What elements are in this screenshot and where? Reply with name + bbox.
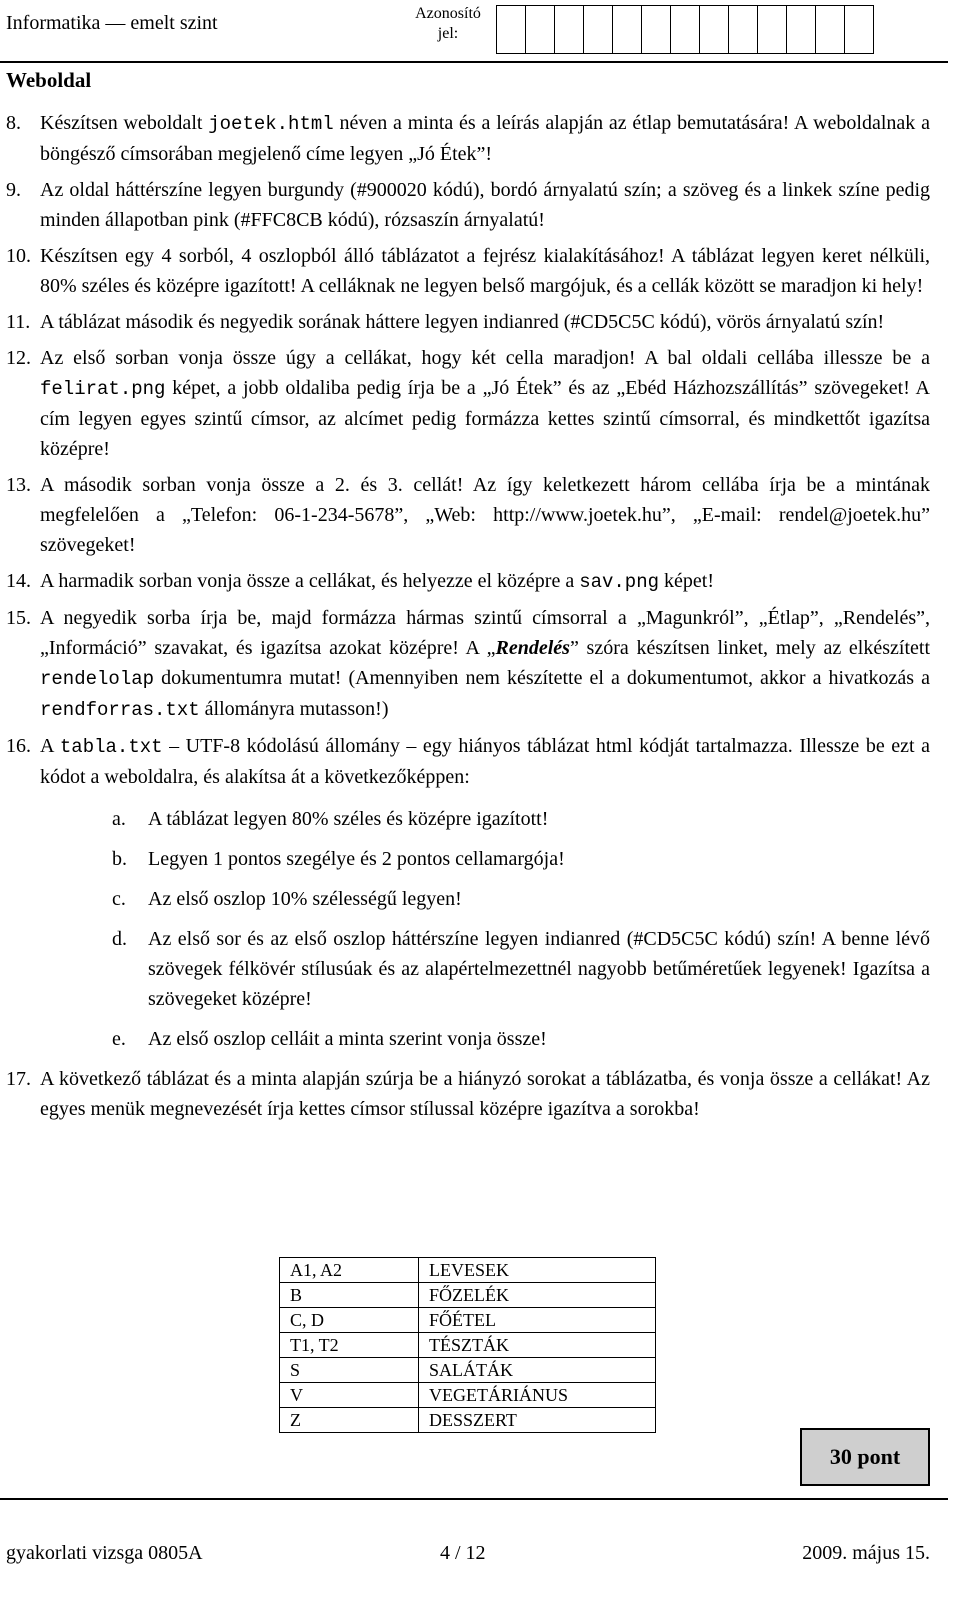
task-text-part: Készítsen egy 4 sorból, 4 oszlopból álló táblázatot a fejrész kialakításához! A táblázat legyen keret nélküli, 80% széles és középre igazított! A celláknak ne legyen belső margójuk, és a cellák között se maradjon ki hely! xyxy=(40,245,930,297)
id-box xyxy=(757,5,787,54)
task-text xyxy=(40,175,930,235)
points-box: 30 pont xyxy=(800,1428,930,1486)
subject-title: Informatika — emelt szint xyxy=(6,12,218,34)
menu-name-cell: LEVESEK xyxy=(419,1258,656,1283)
task-text-part: tabla.txt xyxy=(59,736,163,758)
sub-item-letter: b. xyxy=(112,848,127,870)
id-box xyxy=(554,5,584,54)
footer-rule xyxy=(0,1498,948,1500)
task-text-part: rendelolap xyxy=(40,668,155,690)
menu-code-cell: S xyxy=(280,1358,419,1383)
task-text-part: sav.png xyxy=(579,571,660,593)
sub-item xyxy=(112,1024,930,1054)
table-row xyxy=(280,1383,656,1408)
footer-page-number: 4 / 12 xyxy=(440,1542,486,1564)
task-text-part: A következő táblázat és a minta alapján szúrja be a hiányzó sorokat a táblázatba, és vonja össze a cellákat! Az egyes menük megnevezését írja kettes címsor stílussal középre igazítva a sorokba! xyxy=(40,1068,930,1120)
id-box xyxy=(525,5,555,54)
task-text xyxy=(40,566,930,597)
section-title: Weboldal xyxy=(6,68,92,92)
header-rule xyxy=(0,61,948,63)
footer-exam: gyakorlati vizsga 0805A xyxy=(6,1542,203,1564)
task-text-part: néven a minta és a leírás alapján az étlap bemutatására! A weboldalnak a böngésző címsorában megjelenő címe legyen „Jó Étek”! xyxy=(40,112,930,165)
sub-item-text: A táblázat legyen 80% széles és középre igazított! xyxy=(148,808,549,830)
sub-item xyxy=(112,804,930,834)
task-text-part: dokumentumra mutat! (Amennyiben nem készítette el a dokumentumot, akkor a hivatkozás a xyxy=(154,667,930,689)
task-text xyxy=(40,603,930,725)
sub-item xyxy=(112,844,930,874)
id-box xyxy=(496,5,526,54)
task-text xyxy=(40,108,930,169)
table-row xyxy=(280,1283,656,1308)
task-number: 17. xyxy=(6,1068,31,1090)
sub-item xyxy=(112,884,930,914)
sub-item-text: Az első sor és az első oszlop háttérszíne legyen indianred (#CD5C5C kódú) szín! A benne lévő szövegek félkövér stílusúak és az alapértelmezettnél nagyobb betűméretűek legyenek! Igazítsa a szövegeket középre! xyxy=(148,928,930,1010)
sub-item-letter: d. xyxy=(112,928,127,950)
menu-code-cell: B xyxy=(280,1283,419,1308)
menu-name-cell: DESSZERT xyxy=(419,1408,656,1433)
table-row xyxy=(280,1333,656,1358)
menu-code-cell: Z xyxy=(280,1408,419,1433)
task-item xyxy=(6,108,930,169)
sub-item-letter: a. xyxy=(112,808,126,830)
page-header xyxy=(0,0,960,64)
task-text-part: ” szóra készítsen linket, mely az elkészített xyxy=(569,637,931,659)
task-text xyxy=(40,731,930,792)
id-label-line2: jel: xyxy=(437,25,459,42)
sub-item-text: Legyen 1 pontos szegélye és 2 pontos cellamargója! xyxy=(148,848,565,870)
task-item xyxy=(6,307,930,337)
menu-code-cell: C, D xyxy=(280,1308,419,1333)
menu-code-cell: T1, T2 xyxy=(280,1333,419,1358)
task-text-part: Készítsen weboldalt xyxy=(40,112,209,134)
task-text-part: A második sorban vonja össze a 2. és 3. cellát! Az így keletkezett három cellába írja be a mintának megfelelően a „Telefon: 06-1-234-5678”, „Web: http://www.joetek.hu”, „E-mail: rendel@joetek.hu” szövegeket! xyxy=(40,474,930,556)
task-text-part: Az első sorban vonja össze úgy a cellákat, hogy két cella maradjon! A bal oldali cellába illessze be a xyxy=(40,347,930,369)
sub-item-text: Az első oszlop 10% szélességű legyen! xyxy=(148,888,462,910)
task-text-part: A táblázat második és negyedik sorának háttere legyen indianred (#CD5C5C kódú), vörös árnyalatú szín! xyxy=(40,311,885,333)
task-number: 13. xyxy=(6,474,31,496)
id-box xyxy=(815,5,845,54)
task-text xyxy=(40,1064,930,1124)
task-text-part: Rendelés xyxy=(495,637,570,659)
task-item xyxy=(6,566,930,597)
task-text-part: Az oldal háttérszíne legyen burgundy (#900020 kódú), bordó árnyalatú szín; a szöveg és a linkek színe pedig minden állapotban pink (#FFC8CB kódú), rózsaszín árnyalatú! xyxy=(40,179,930,231)
task-number: 15. xyxy=(6,607,31,629)
task-text-part: joetek.html xyxy=(208,113,334,135)
task-content xyxy=(6,108,930,1130)
task-number: 14. xyxy=(6,570,31,592)
menu-code-cell: V xyxy=(280,1383,419,1408)
task-text-part: képet! xyxy=(659,570,715,592)
id-box xyxy=(583,5,613,54)
task-text-part: felirat.png xyxy=(40,378,166,400)
task-text xyxy=(40,470,930,560)
menu-name-cell: FŐZELÉK xyxy=(419,1283,656,1308)
menu-name-cell: SALÁTÁK xyxy=(419,1358,656,1383)
task-text-part: – UTF-8 kódolású állomány – egy hiányos táblázat html kódját tartalmazza. Illessze be ezt a kódot a weboldalra, és alakítsa át a következőképpen: xyxy=(40,735,931,788)
task-text-part: A negyedik sorba írja be, majd formázza hármas szintű címsorral a „Magunkról”, „Étlap”, „Rendelés”, „Információ” szavakat, és igazítsa azokat középre! A „ xyxy=(40,607,930,659)
sub-item-letter: c. xyxy=(112,888,126,910)
id-label xyxy=(406,4,490,44)
menu-name-cell: VEGETÁRIÁNUS xyxy=(419,1383,656,1408)
task-text xyxy=(40,241,930,301)
task-number: 8. xyxy=(6,112,21,134)
task-text-part: képet, a jobb oldaliba pedig írja be a „Jó Étek” és az „Ebéd Házhozszállítás” szövegeket! A cím legyen egyes szintű címsor, az alcímet pedig formázza kettes szintű címsorral, és mindkettőt igazítsa középre! xyxy=(40,377,930,460)
menu-table xyxy=(279,1257,656,1433)
task-text-part: állományra mutasson!) xyxy=(199,698,389,720)
table-row xyxy=(280,1308,656,1333)
task-item xyxy=(6,343,930,464)
id-boxes xyxy=(497,5,874,54)
task-item xyxy=(6,175,930,235)
id-box xyxy=(670,5,700,54)
table-row xyxy=(280,1358,656,1383)
menu-code-cell: A1, A2 xyxy=(280,1258,419,1283)
task-item xyxy=(6,1064,930,1124)
task-item xyxy=(6,731,930,792)
task-number: 9. xyxy=(6,179,21,201)
sub-item xyxy=(112,924,930,1014)
table-row xyxy=(280,1258,656,1283)
footer-date: 2009. május 15. xyxy=(802,1542,930,1564)
task-number: 16. xyxy=(6,735,31,757)
id-box xyxy=(728,5,758,54)
task-number: 11. xyxy=(6,311,31,333)
task-text-part: rendforras.txt xyxy=(40,699,200,721)
task-number: 10. xyxy=(6,245,31,267)
id-label-line1: Azonosító xyxy=(415,5,481,22)
task-text xyxy=(40,307,930,337)
menu-name-cell: FŐÉTEL xyxy=(419,1308,656,1333)
menu-name-cell: TÉSZTÁK xyxy=(419,1333,656,1358)
task-text-part: A harmadik sorban vonja össze a cellákat, és helyezze el középre a xyxy=(40,570,580,592)
sub-item-letter: e. xyxy=(112,1028,126,1050)
task-item xyxy=(6,603,930,725)
id-box xyxy=(641,5,671,54)
task-item xyxy=(6,470,930,560)
table-row xyxy=(280,1408,656,1433)
task-number: 12. xyxy=(6,347,31,369)
id-box xyxy=(786,5,816,54)
task-text-part: A xyxy=(40,735,60,757)
task-text xyxy=(40,343,930,464)
id-box xyxy=(844,5,874,54)
id-box xyxy=(699,5,729,54)
task-item xyxy=(6,241,930,301)
sub-item-text: Az első oszlop celláit a minta szerint vonja össze! xyxy=(148,1028,547,1050)
id-box xyxy=(612,5,642,54)
